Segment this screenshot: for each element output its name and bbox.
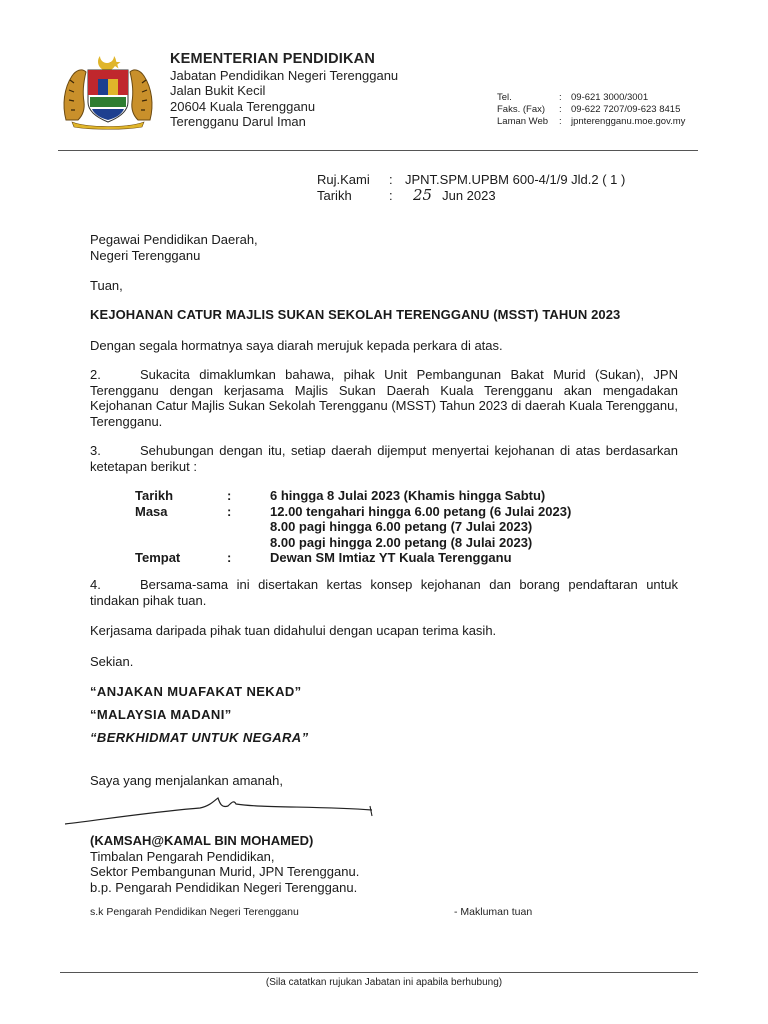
motto-line: “ANJAKAN MUAFAKAT NEKAD” xyxy=(90,684,302,699)
date-separator: : xyxy=(389,187,393,203)
date-month-year: Jun 2023 xyxy=(442,187,496,203)
schedule-separator: : xyxy=(227,503,232,519)
schedule-row-time-cont xyxy=(135,519,571,535)
schedule-value: 8.00 pagi hingga 6.00 petang (7 Julai 2023) xyxy=(270,519,533,534)
contact-value: 09-622 7207/09-623 8415 xyxy=(571,104,681,115)
opening-line: Dengan segala hormatnya saya diarah merujuk kepada perkara di atas. xyxy=(90,338,503,353)
letter-subject: KEJOHANAN CATUR MAJLIS SUKAN SEKOLAH TERENGGANU (MSST) TAHUN 2023 xyxy=(90,307,621,322)
ministry-name: KEMENTERIAN PENDIDIKAN xyxy=(170,51,375,67)
footer-note: (Sila catatkan rujukan Jabatan ini apabila berhubung) xyxy=(265,977,503,988)
motto-line: “MALAYSIA MADANI” xyxy=(90,707,232,722)
schedule-row-time-cont xyxy=(135,535,571,551)
signatory-title: Timbalan Pengarah Pendidikan, xyxy=(90,848,275,864)
reference-value: JPNT.SPM.UPBM 600-4/1/9 Jld.2 ( 1 ) xyxy=(405,172,626,187)
address-line: Jalan Bukit Kecil xyxy=(170,83,266,99)
reference-block xyxy=(317,172,625,203)
header-divider xyxy=(58,150,698,151)
contact-separator: : xyxy=(559,104,562,115)
recipient-line: Pegawai Pendidikan Daerah, xyxy=(90,232,258,247)
contact-block xyxy=(497,92,685,128)
closing-line: Sekian. xyxy=(90,654,134,669)
paragraph-number: 3. xyxy=(90,443,101,458)
schedule-label: Tarikh xyxy=(135,488,174,503)
date-day-handwritten: 25 xyxy=(413,185,433,204)
schedule-value: 12.00 tengahari hingga 6.00 petang (6 Julai 2023) xyxy=(270,503,572,519)
paragraph-text: Bersama-sama ini disertakan kertas konsep kejohanan dan borang pendaftaran untuk tindakan pihak tuan. xyxy=(90,577,678,608)
schedule-row-time xyxy=(135,504,571,520)
contact-value: jpnterengganu.moe.gov.my xyxy=(571,116,686,127)
schedule-separator: : xyxy=(227,550,232,565)
schedule-value: 8.00 pagi hingga 2.00 petang (8 Julai 2023) xyxy=(270,534,533,550)
schedule-row-venue xyxy=(135,550,571,566)
contact-separator: : xyxy=(559,116,562,127)
contact-label: Tel. xyxy=(497,92,512,103)
address-line: 20604 Kuala Terengganu xyxy=(170,98,316,114)
reference-separator: : xyxy=(389,172,393,187)
paragraph-text: Sukacita dimaklumkan bahawa, pihak Unit Pembangunan Bakat Murid (Sukan), JPN Terengganu dengan kerjasama Majlis Sukan Daerah Kuala Terengganu akan mengadakan Kejohanan Catur Majlis Sukan Sekolah Terengganu (MSST) Tahun 2023 di daerah Kuala Terengganu, Terengganu. xyxy=(90,367,678,429)
paragraph-2 xyxy=(90,367,678,429)
signatory-title: Sektor Pembangunan Murid, JPN Terengganu. xyxy=(90,864,360,879)
cc-recipient: s.k Pengarah Pendidikan Negeri Terengganu xyxy=(90,906,299,918)
signatory-block xyxy=(90,833,359,895)
contact-value: 09-621 3000/3001 xyxy=(571,92,649,103)
date-label: Tarikh xyxy=(317,187,352,203)
contact-label: Faks. (Fax) xyxy=(497,104,546,115)
signature-icon xyxy=(60,792,380,832)
contact-row-tel xyxy=(497,92,685,104)
date-row xyxy=(317,185,625,204)
address-line: Jabatan Pendidikan Negeri Terengganu xyxy=(170,67,399,83)
paragraph-4 xyxy=(90,577,678,608)
letterhead-address xyxy=(170,52,398,130)
recipient-line: Negeri Terengganu xyxy=(90,247,201,263)
schedule-value: Dewan SM Imtiaz YT Kuala Terengganu xyxy=(270,550,512,565)
recipient-block xyxy=(90,232,258,263)
contact-row-web xyxy=(497,116,685,128)
contact-label: Laman Web xyxy=(497,116,549,127)
malaysia-coat-of-arms-icon xyxy=(58,50,158,130)
paragraph-text: Sehubungan dengan itu, setiap daerah dijemput menyertai kejohanan di atas berdasarkan ketetapan berikut : xyxy=(90,443,678,474)
schedule-label: Masa xyxy=(135,503,168,519)
cc-note: - Makluman tuan xyxy=(454,906,533,918)
salutation: Tuan, xyxy=(90,278,123,293)
contact-row-fax xyxy=(497,104,685,116)
trust-line: Saya yang menjalankan amanah, xyxy=(90,773,283,788)
schedule-row-date xyxy=(135,488,571,504)
schedule-separator: : xyxy=(227,488,232,503)
reference-row xyxy=(317,172,625,188)
schedule-label: Tempat xyxy=(135,550,181,565)
motto-line: “BERKHIDMAT UNTUK NEGARA” xyxy=(90,730,309,745)
contact-separator: : xyxy=(559,92,562,103)
reference-label: Ruj.Kami xyxy=(317,172,370,187)
signatory-name: (KAMSAH@KAMAL BIN MOHAMED) xyxy=(90,833,314,848)
signatory-title: b.p. Pengarah Pendidikan Negeri Terengganu. xyxy=(90,879,358,895)
paragraph-3 xyxy=(90,443,678,474)
event-schedule xyxy=(135,488,571,566)
footer-divider xyxy=(60,972,698,973)
thanks-line: Kerjasama daripada pihak tuan didahului dengan ucapan terima kasih. xyxy=(90,623,497,638)
paragraph-number: 2. xyxy=(90,367,101,382)
schedule-value: 6 hingga 8 Julai 2023 (Khamis hingga Sabtu) xyxy=(270,488,546,503)
paragraph-number: 4. xyxy=(90,577,101,592)
address-line: Terengganu Darul Iman xyxy=(170,114,306,130)
